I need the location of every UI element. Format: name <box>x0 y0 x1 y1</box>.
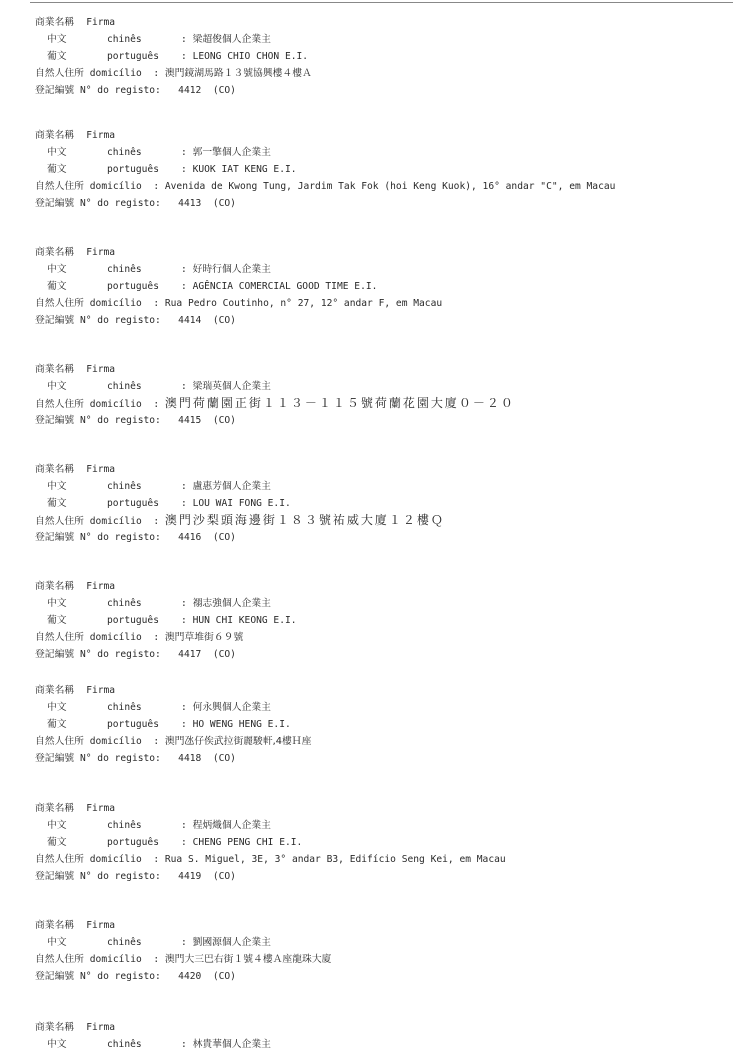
colon: : <box>181 820 187 831</box>
firma-label-zh: 商業名稱 <box>35 1022 75 1033</box>
registry-label-zh: 登記編號 <box>35 532 75 543</box>
firma-label-pt: Firma <box>86 920 116 931</box>
colon: : <box>181 702 187 713</box>
registry-label-zh: 登記編號 <box>35 198 75 209</box>
chinese-name: 盧惠芳個人企業主 <box>192 481 271 492</box>
portuguese-name: CHENG PENG CHI E.I. <box>192 837 303 848</box>
chinese-label-pt: chinês <box>107 598 142 609</box>
chinese-label-pt: chinês <box>107 264 142 275</box>
firma-label-pt: Firma <box>86 17 116 28</box>
registry-number: 4420 (CO) <box>178 971 236 982</box>
colon: : <box>181 147 187 158</box>
domicile-label-zh: 自然人住所 <box>35 516 84 527</box>
domicile-label-zh: 自然人住所 <box>35 854 84 865</box>
domicile-label-zh: 自然人住所 <box>35 632 84 643</box>
registry-label-zh: 登記編號 <box>35 753 75 764</box>
registry-label-pt: N° do registo: <box>79 753 161 764</box>
firma-label-pt: Firma <box>86 803 116 814</box>
chinese-name: 程炳熾個人企業主 <box>192 820 271 831</box>
chinese-label-pt: chinês <box>107 34 142 45</box>
registry-label-pt: N° do registo: <box>79 198 161 209</box>
chinese-label-zh: 中文 <box>47 481 67 492</box>
domicile-label-pt: domicílio <box>89 954 142 965</box>
portuguese-label-zh: 葡文 <box>47 51 67 62</box>
firma-label-zh: 商業名稱 <box>35 130 75 141</box>
colon: : <box>153 854 160 865</box>
domicile-address: 澳門鏡湖馬路１３號協興樓４樓Ａ <box>164 68 312 79</box>
portuguese-name: HO WENG HENG E.I. <box>192 719 291 730</box>
chinese-label-zh: 中文 <box>47 1039 67 1050</box>
registry-entry <box>35 682 735 767</box>
portuguese-label-pt: português <box>107 837 159 848</box>
registry-entry <box>35 800 735 885</box>
firma-label-pt: Firma <box>86 130 116 141</box>
chinese-label-zh: 中文 <box>47 147 67 158</box>
firma-label-pt: Firma <box>86 247 116 258</box>
domicile-label-pt: domicílio <box>89 298 142 309</box>
colon: : <box>153 68 160 79</box>
registry-label-zh: 登記編號 <box>35 871 75 882</box>
registry-number: 4418 (CO) <box>178 753 236 764</box>
registry-number: 4412 (CO) <box>178 85 236 96</box>
chinese-label-zh: 中文 <box>47 937 67 948</box>
registry-label-zh: 登記編號 <box>35 85 75 96</box>
registry-label-pt: N° do registo: <box>79 871 161 882</box>
colon: : <box>181 719 187 730</box>
colon: : <box>153 632 160 643</box>
registry-label-pt: N° do registo: <box>79 85 161 96</box>
colon: : <box>153 298 160 309</box>
registry-label-zh: 登記編號 <box>35 415 75 426</box>
chinese-label-pt: chinês <box>107 147 142 158</box>
colon: : <box>153 516 160 527</box>
firma-label-zh: 商業名稱 <box>35 464 75 475</box>
firma-label-zh: 商業名稱 <box>35 581 75 592</box>
registry-number: 4417 (CO) <box>178 649 236 660</box>
registry-number: 4413 (CO) <box>178 198 236 209</box>
portuguese-label-zh: 葡文 <box>47 164 67 175</box>
registry-entry <box>35 461 735 546</box>
chinese-name: 禤志強個人企業主 <box>192 598 271 609</box>
firma-label-zh: 商業名稱 <box>35 920 75 931</box>
portuguese-label-pt: português <box>107 281 159 292</box>
chinese-label-pt: chinês <box>107 1039 142 1050</box>
chinese-name: 林貴華個人企業主 <box>192 1039 271 1050</box>
colon: : <box>181 1039 187 1050</box>
domicile-address: Rua Pedro Coutinho, n° 27, 12° andar F, em Macau <box>164 298 443 309</box>
chinese-label-pt: chinês <box>107 702 142 713</box>
colon: : <box>181 615 187 626</box>
chinese-name: 何永興個人企業主 <box>192 702 271 713</box>
domicile-address: 澳門大三巴右街１號４樓Ａ座龍珠大廈 <box>164 954 332 965</box>
registry-label-pt: N° do registo: <box>79 532 161 543</box>
portuguese-label-pt: português <box>107 164 159 175</box>
portuguese-label-pt: português <box>107 615 159 626</box>
domicile-label-zh: 自然人住所 <box>35 736 84 747</box>
registry-entry <box>35 361 735 429</box>
registry-label-pt: N° do registo: <box>79 649 161 660</box>
colon: : <box>153 181 160 192</box>
firma-label-pt: Firma <box>86 464 116 475</box>
registry-entry <box>35 14 735 99</box>
domicile-label-pt: domicílio <box>89 181 142 192</box>
colon: : <box>181 281 187 292</box>
firma-label-pt: Firma <box>86 581 116 592</box>
portuguese-label-zh: 葡文 <box>47 615 67 626</box>
registry-label-pt: N° do registo: <box>79 315 161 326</box>
domicile-label-zh: 自然人住所 <box>35 954 84 965</box>
registry-entry <box>35 917 735 985</box>
firma-label-pt: Firma <box>86 1022 116 1033</box>
portuguese-name: LOU WAI FONG E.I. <box>192 498 291 509</box>
firma-label-zh: 商業名稱 <box>35 17 75 28</box>
colon: : <box>181 481 187 492</box>
registry-label-zh: 登記編號 <box>35 649 75 660</box>
portuguese-name: AGÊNCIA COMERCIAL GOOD TIME E.I. <box>192 281 378 292</box>
registry-entry <box>35 244 735 329</box>
portuguese-label-pt: português <box>107 719 159 730</box>
registry-label-zh: 登記編號 <box>35 315 75 326</box>
portuguese-label-pt: português <box>107 498 159 509</box>
domicile-address: 澳門荷蘭園正街１１３－１１５號荷蘭花園大廈０－２０ <box>164 396 515 410</box>
chinese-name: 梁超俊個人企業主 <box>192 34 271 45</box>
domicile-address: 澳門沙梨頭海邊街１８３號祐威大廈１２樓Ｑ <box>164 513 445 527</box>
colon: : <box>181 837 187 848</box>
chinese-label-zh: 中文 <box>47 598 67 609</box>
firma-label-zh: 商業名稱 <box>35 803 75 814</box>
domicile-address: Rua S. Miguel, 3E, 3° andar B3, Edifício Seng Kei, em Macau <box>164 854 506 865</box>
colon: : <box>181 598 187 609</box>
colon: : <box>153 736 160 747</box>
domicile-label-zh: 自然人住所 <box>35 181 84 192</box>
domicile-address: 澳門草堆街６９號 <box>164 632 244 643</box>
registry-number: 4414 (CO) <box>178 315 236 326</box>
registry-number: 4416 (CO) <box>178 532 236 543</box>
domicile-label-zh: 自然人住所 <box>35 399 84 410</box>
domicile-label-pt: domicílio <box>89 68 142 79</box>
registry-entry <box>35 1019 735 1053</box>
chinese-label-pt: chinês <box>107 481 142 492</box>
colon: : <box>181 264 187 275</box>
portuguese-name: KUOK IAT KENG E.I. <box>192 164 297 175</box>
registry-number: 4419 (CO) <box>178 871 236 882</box>
portuguese-name: LEONG CHIO CHON E.I. <box>192 51 309 62</box>
registry-entry <box>35 578 735 663</box>
registry-entry <box>35 127 735 212</box>
firma-label-zh: 商業名稱 <box>35 247 75 258</box>
domicile-label-pt: domicílio <box>89 399 142 410</box>
domicile-label-pt: domicílio <box>89 632 142 643</box>
domicile-label-pt: domicílio <box>89 854 142 865</box>
domicile-address: Avenida de Kwong Tung, Jardim Tak Fok (hoi Keng Kuok), 16° andar "C", em Macau <box>164 181 616 192</box>
colon: : <box>181 164 187 175</box>
chinese-label-zh: 中文 <box>47 702 67 713</box>
portuguese-label-zh: 葡文 <box>47 281 67 292</box>
chinese-name: 梁瑞英個人企業主 <box>192 381 271 392</box>
colon: : <box>153 399 160 410</box>
firma-label-pt: Firma <box>86 364 116 375</box>
portuguese-label-zh: 葡文 <box>47 837 67 848</box>
colon: : <box>181 34 187 45</box>
portuguese-label-zh: 葡文 <box>47 498 67 509</box>
top-rule <box>30 2 733 3</box>
chinese-label-zh: 中文 <box>47 820 67 831</box>
domicile-label-zh: 自然人住所 <box>35 68 84 79</box>
colon: : <box>181 51 187 62</box>
chinese-label-pt: chinês <box>107 381 142 392</box>
chinese-label-zh: 中文 <box>47 264 67 275</box>
portuguese-name: HUN CHI KEONG E.I. <box>192 615 297 626</box>
chinese-label-pt: chinês <box>107 820 142 831</box>
registry-number: 4415 (CO) <box>178 415 236 426</box>
colon: : <box>181 937 187 948</box>
firma-label-zh: 商業名稱 <box>35 364 75 375</box>
firma-label-zh: 商業名稱 <box>35 685 75 696</box>
chinese-label-pt: chinês <box>107 937 142 948</box>
chinese-label-zh: 中文 <box>47 34 67 45</box>
portuguese-label-pt: português <box>107 51 159 62</box>
domicile-label-pt: domicílio <box>89 516 142 527</box>
portuguese-label-zh: 葡文 <box>47 719 67 730</box>
chinese-name: 劉國源個人企業主 <box>192 937 271 948</box>
domicile-label-pt: domicílio <box>89 736 142 747</box>
chinese-name: 郭一擎個人企業主 <box>192 147 271 158</box>
colon: : <box>153 954 160 965</box>
registry-label-zh: 登記編號 <box>35 971 75 982</box>
registry-label-pt: N° do registo: <box>79 971 161 982</box>
firma-label-pt: Firma <box>86 685 116 696</box>
domicile-label-zh: 自然人住所 <box>35 298 84 309</box>
domicile-address: 澳門氹仔俟武拉街麗駿軒,4樓Ｈ座 <box>164 736 312 747</box>
registry-label-pt: N° do registo: <box>79 415 161 426</box>
colon: : <box>181 498 187 509</box>
colon: : <box>181 381 187 392</box>
chinese-label-zh: 中文 <box>47 381 67 392</box>
chinese-name: 好時行個人企業主 <box>192 264 271 275</box>
